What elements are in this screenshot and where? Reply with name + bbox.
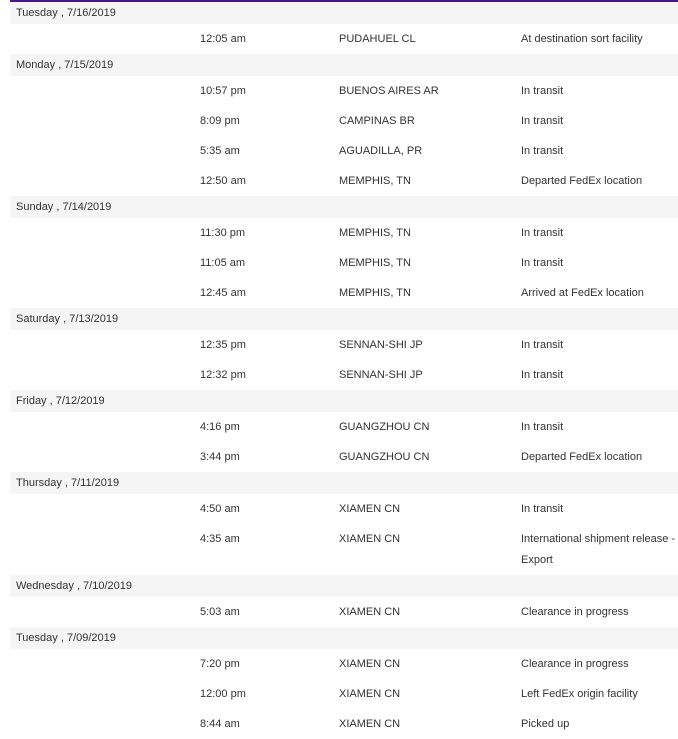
table-row [10,649,678,679]
event-time: 12:32 pm [200,369,246,381]
event-time: 12:05 am [200,33,246,45]
event-location: XIAMEN CN [339,503,401,515]
event-activity: Clearance in progress [521,658,629,670]
table-row [10,24,678,54]
event-location: XIAMEN CN [339,533,401,545]
event-activity: In transit [521,503,564,515]
day-group [10,575,678,627]
table-row [10,442,678,472]
event-time: 8:09 pm [200,115,240,127]
event-location: XIAMEN CN [339,606,401,618]
day-group [10,390,678,472]
event-activity: International shipment release - Export [521,533,676,566]
table-row [10,106,678,136]
event-activity: In transit [521,227,564,239]
day-group [10,308,678,390]
day-header: Sunday , 7/14/2019 [10,196,678,218]
event-activity: Left FedEx origin facility [521,688,638,700]
event-location: GUANGZHOU CN [339,451,430,463]
event-location: CAMPINAS BR [339,115,415,127]
table-row [10,136,678,166]
travel-history-table [10,2,678,739]
table-row [10,330,678,360]
table-row [10,360,678,390]
day-header: Wednesday , 7/10/2019 [10,575,678,597]
event-activity: In transit [521,85,564,97]
day-group [10,2,678,54]
event-location: MEMPHIS, TN [339,227,411,239]
event-activity: In transit [521,257,564,269]
event-time: 12:45 am [200,287,246,299]
day-header: Thursday , 7/11/2019 [10,472,678,494]
event-activity: Picked up [521,718,570,730]
event-time: 12:00 pm [200,688,246,700]
event-time: 4:35 am [200,533,240,545]
event-time: 3:44 pm [200,451,240,463]
event-time: 7:20 pm [200,658,240,670]
event-location: SENNAN-SHI JP [339,369,423,381]
event-time: 12:50 am [200,175,246,187]
day-group [10,627,678,739]
event-location: XIAMEN CN [339,658,401,670]
event-activity: Clearance in progress [521,606,629,618]
table-row [10,524,678,575]
day-header: Tuesday , 7/16/2019 [10,2,678,24]
event-time: 5:03 am [200,606,240,618]
table-row [10,278,678,308]
table-row [10,494,678,524]
event-location: GUANGZHOU CN [339,421,430,433]
day-header: Saturday , 7/13/2019 [10,308,678,330]
event-activity: Arrived at FedEx location [521,287,644,299]
table-row [10,709,678,739]
table-row [10,679,678,709]
event-time: 11:30 pm [200,227,246,239]
event-activity: In transit [521,369,564,381]
event-activity: In transit [521,339,564,351]
event-time: 11:05 am [200,257,246,269]
event-activity: Departed FedEx location [521,175,643,187]
event-time: 4:16 pm [200,421,240,433]
event-location: XIAMEN CN [339,688,401,700]
event-location: PUDAHUEL CL [339,33,416,45]
table-row [10,412,678,442]
table-row [10,248,678,278]
day-header: Monday , 7/15/2019 [10,54,678,76]
event-activity: In transit [521,115,564,127]
table-row [10,597,678,627]
event-location: MEMPHIS, TN [339,287,411,299]
table-row [10,76,678,106]
event-activity: At destination sort facility [521,33,643,45]
event-activity: Departed FedEx location [521,451,643,463]
event-location: SENNAN-SHI JP [339,339,423,351]
event-time: 5:35 am [200,145,240,157]
event-location: XIAMEN CN [339,718,401,730]
day-group [10,472,678,575]
day-group [10,196,678,308]
event-location: AGUADILLA, PR [339,145,423,157]
event-location: MEMPHIS, TN [339,175,411,187]
event-activity: In transit [521,145,564,157]
event-location: MEMPHIS, TN [339,257,411,269]
day-header: Friday , 7/12/2019 [10,390,678,412]
event-activity: In transit [521,421,564,433]
event-time: 8:44 am [200,718,240,730]
day-header: Tuesday , 7/09/2019 [10,627,678,649]
day-group [10,54,678,196]
event-location: BUENOS AIRES AR [339,85,439,97]
event-time: 12:35 pm [200,339,246,351]
table-row [10,218,678,248]
table-row [10,166,678,196]
event-time: 10:57 pm [200,85,246,97]
event-time: 4:50 am [200,503,240,515]
